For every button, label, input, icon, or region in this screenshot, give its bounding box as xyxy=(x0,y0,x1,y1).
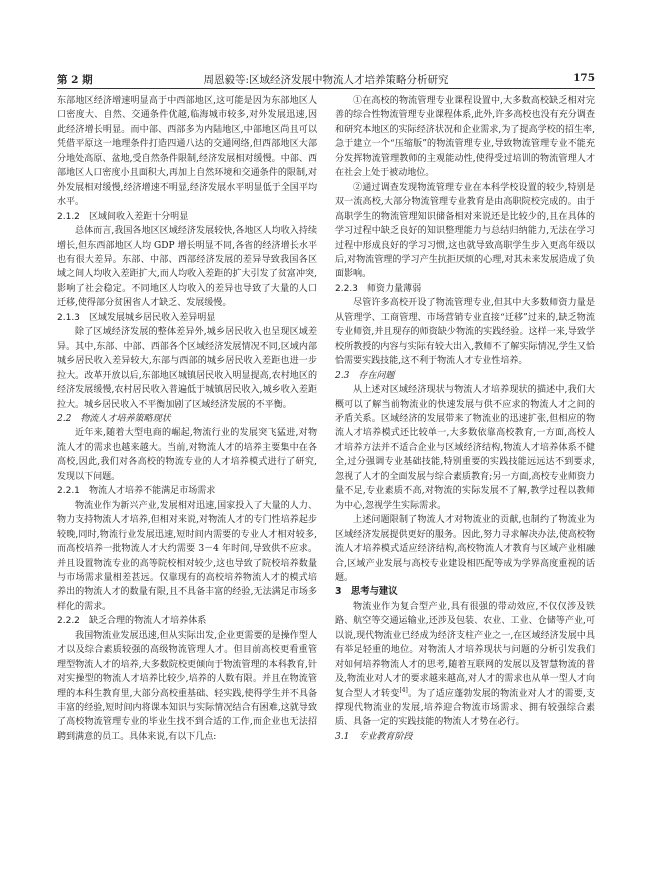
body-paragraph xyxy=(335,181,595,282)
body-paragraph xyxy=(57,426,317,484)
running-title: 周恩毅等:区域经济发展中物流人才培养策略分析研究 xyxy=(203,74,449,86)
running-header xyxy=(57,70,595,89)
section-heading xyxy=(335,585,595,599)
body-paragraph xyxy=(335,94,595,181)
left-column xyxy=(57,94,317,744)
body-paragraph xyxy=(57,499,317,615)
text-run: ②通过调查发现物流管理专业在本科学校设置的较少,特别是双一流高校,大部分物流管理专业教育是由高职院校完成的。由于高职学生的物流管理知识储备相对来说还是比较少的,且在具体的学习过程中缺乏良好的知识整理能力与总结归纳能力,无法在学习过程中形成良好的学习习惯,这也就导致高职学生步入更高年级以后,对物流管理的学习产生抗拒厌烦的心理,对其未来发展造成了负面影响。 xyxy=(335,182,595,280)
body-paragraph xyxy=(57,629,317,745)
text-run: 除了区域经济发展的整体差异外,城乡居民收入也呈现区域差异。其中,东部、中部、西部各个区域经济发展情况不同,区域内部城乡居民收入差异较大,东部与西部的城乡居民收入差距也进一步拉大。改革开放以后,东部地区城镇居民收入明显提高,农村地区的经济发展缓慢,农村居民收入普遍低于城镇居民收入,城乡收入差距拉大。城乡居民收入不平衡加剧了区域经济发展的不平衡。 xyxy=(57,327,317,410)
citation-ref: [4] xyxy=(399,686,408,694)
text-run: 我国物流业发展迅速,但从实际出发,企业更需要的是操作型人才以及综合素质较强的高级物流管理人才。但目前高校更看重管理型物流人才的培养,大多数院校更倾向于物流管理的本科教育,针对实操型的物流人才培养比较少,培养的人数有限。并且在物流管理的本科生教育里,大部分高校重基础、轻实践,使得学生并不具备丰富的经验,短时间内将课本知识与实际情况结合有困难,这就导致了高校物流管理专业的毕业生找不到合适的工作,而企业也无法招聘到满意的员工。具体来说,有以下几点: xyxy=(57,630,317,742)
text-run: 总体而言,我国各地区区域经济发展较快,各地区人均收入持续增长,但东西部地区人均 GDP 增长明显不同,各省的经济增长水平也有很大差异。东部、中部、西部经济发展的差异导致我国各区域之间人均收入差距扩大,而人均收入差距的扩大引发了贫富冲突,影响了社会稳定。不同地区人均收入的差异也导致了大量的人口迁移,使得部分贫困省人才缺乏、发展缓慢。 xyxy=(57,226,317,309)
text-run: 东部地区经济增速明显高于中西部地区,这可能是因为东部地区人口密度大、自然、交通条件优越,临海城市较多,对外发展迅速,因此经济增长明显。而中部、西部多为内陆地区,中部地区尚且可以凭借平原这一地理条件打造四通八达的交通网络,但西部地区大部分地处高原、盆地,受自然条件限制,经济发展相对缓慢。中部、西部地区人口密度小且面积大,再加上自然环境和交通条件的限制,对外发展相对缓慢,经济增速不明显,经济发展水平明显低于全国平均水平。 xyxy=(57,96,317,208)
page-number: 175 xyxy=(573,72,595,84)
subsection-heading xyxy=(57,614,317,628)
subsection-heading xyxy=(57,484,317,498)
text-run: 近年来,随着大型电商的崛起,物流行业的发展突飞猛进,对物流人才的需求也越来越大。当前,对物流人才的培养主要集中在各高校,因此,我们对各高校的物流专业的人才培养模式进行了研究,发现以下问题。 xyxy=(57,428,317,482)
text-run: 2.2.2 缺乏合理的物流人才培养体系 xyxy=(57,616,207,627)
text-run: 上述问题限制了物流人才对物流业的贡献,也制约了物流业为区域经济发展提供更好的服务。因此,努力寻求解决办法,使高校物流人才培养模式适应经济结构,高校物流人才教育与区域产业相融合,区域产业发展与高校专业建设相匹配等成为学界高度重视的话题。 xyxy=(335,515,595,583)
text-run: 3.1 专业教育阶段 xyxy=(335,731,413,742)
text-run: 物流业作为复合型产业,具有很强的带动效应,不仅仅涉及铁路、航空等交通运输业,还涉及包装、农业、工业、仓储等产业,可以说,现代物流业已经成为经济支柱产业之一,在区域经济发展中具有举足轻重的地位。对物流人才培养现状与问题的分析引发我们对如何培养物流人才的思考,随着互联网的发展以及智慧物流的普及,物流业对人才的要求越来越高,对人才的需求也从单一型人才向复合型人才转变 xyxy=(335,601,595,699)
body-paragraph xyxy=(57,325,317,412)
body-paragraph xyxy=(335,600,595,730)
body-paragraph xyxy=(335,383,595,513)
body-paragraph xyxy=(57,224,317,311)
subsection-heading xyxy=(57,412,317,426)
text-run: 2.2.1 物流人才培养不能满足市场需求 xyxy=(57,486,216,497)
text-run: ①在高校的物流管理专业课程设置中,大多数高校缺乏相对完善的综合性物流管理专业课程体系,此外,许多高校也没有充分调查和研究本地区的实际经济状况和企业需求,为了提高学校的招生率,急于建立一个“压缩版”的物流管理专业,导致物流管理专业不能充分发挥物流管理教师的主观能动性,使得受过培训的物流管理人才在社会上处于被动地位。 xyxy=(335,96,595,179)
text-run: 2.1.3 区域发展城乡居民收入差异明显 xyxy=(57,312,216,323)
text-run: 2.2 物流人才培养策略现状 xyxy=(57,413,171,424)
body-paragraph xyxy=(57,94,317,210)
text-run: 2.2.3 师资力量薄弱 xyxy=(335,283,422,294)
body-paragraph xyxy=(335,513,595,585)
text-run: 3 思考与建议 xyxy=(335,586,398,598)
subsection-heading xyxy=(335,369,595,383)
subsection-heading xyxy=(335,282,595,296)
subsection-heading xyxy=(335,730,595,744)
text-run: 物流业作为新兴产业,发展相对迅速,国家投入了大量的人力、物力支持物流人才培养,但相对来说,对物流人才的专门性培养起步较晚,同时,物流行业发展迅速,短时间内需要的专业人才相对较多,而高校培养一批物流人才大约需要 3－4 年时间,导致供不应求。并且设置物流专业的高等院校相对较少,这也导致了院校培养数量与市场需求量相差甚远。仅靠现有的高校培养物流人才的模式培养出的物流人才的数量有限,且不具备丰富的经验,无法满足市场多样化的需求。 xyxy=(57,500,317,612)
body-paragraph xyxy=(335,296,595,368)
text-run: 尽管许多高校开设了物流管理专业,但其中大多数师资力量是从管理学、工商管理、市场营销专业直接“迁移”过来的,缺乏物流专业师资,并且现存的师资缺少物流的实践经验。这样一来,导致学校所教授的内容与实际有较大出入,教师不了解实际情况,学生又恰恰需要实践技能,这不利于物流人才专业性培养。 xyxy=(335,298,595,367)
text-run: 2.1.2 区域间收入差距十分明显 xyxy=(57,211,189,222)
text-run: 2.3 存在问题 xyxy=(335,370,395,381)
right-column xyxy=(335,94,595,744)
subsection-heading xyxy=(57,311,317,325)
text-run: 。为了适应蓬勃发展的物流业对人才的需要,支撑现代物流业的发展,培养迎合物流市场需求、拥有较强综合素质、具备一定的实践技能的物流人才势在必行。 xyxy=(335,688,595,728)
text-run: 从上述对区域经济现状与物流人才培养现状的描述中,我们大概可以了解当前物流业的快速发展与供不应求的物流人才之间的矛盾关系。区域经济的发展带来了物流业的迅速扩张,但相应的物流人才培养模式还比较单一,大多数依靠高校教育,一方面,高校人才培养方法并不适合企业与区域经济结构,物流人才培养体系不健全,过分强调专业基础技能,特别重要的实践技能远远达不到要求,忽视了人才的全面发展与综合素质教育;另一方面,高校专业师资力量不足,专业素质不高,对物流的实际发展不了解,教学过程以教师为中心,忽视学生实际需求。 xyxy=(335,385,595,511)
subsection-heading xyxy=(57,210,317,224)
issue-label: 第 2 期 xyxy=(57,74,93,86)
